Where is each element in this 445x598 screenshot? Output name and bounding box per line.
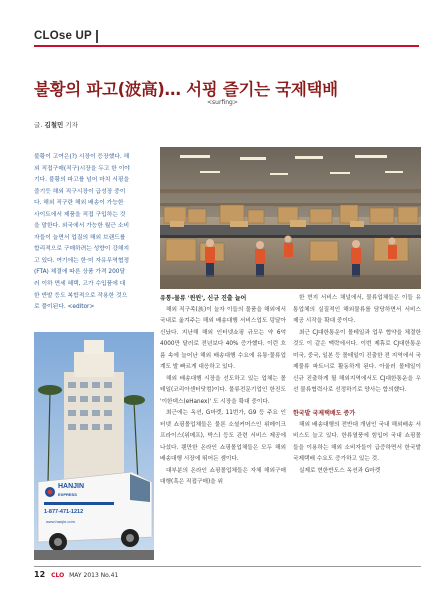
section-subhead: 유통-물류 '윈윈', 신규 진출 늘어 xyxy=(160,295,247,302)
warehouse-photo xyxy=(160,147,421,289)
body-paragraph: 실제로 현한반도스 옥션과 G마켓 xyxy=(299,467,381,474)
body-paragraph: 최근에는 옥션, G마켓, 11번가, G9 등 주요 인터넷 쇼핑몰업체들은 물론 소셜커머스인 위메이크프라이스(위메프), 박스) 등도 관련 서비스 제공에 나섰다. 웬만한 온라인 쇼핑몰업체들은 모두 해외 배송대행 시장에 뛰어든 셈이다. xyxy=(160,410,286,462)
lead-line: (FTA) 체결에 따른 상품 가격 200달 xyxy=(34,269,126,276)
body-column-middle xyxy=(160,293,286,489)
van-brand-label: HANJIN xyxy=(58,483,85,490)
lead-line: 한 반발 등도 복합적으로 작용한 것으 xyxy=(34,292,128,299)
header-strip xyxy=(0,0,445,22)
lead-line: 자들이 늘면서 업질의 해외 브랜드를 xyxy=(34,234,126,241)
article-title: 불황의 파고(波高)… 서핑 즐기는 국제택배 xyxy=(34,80,338,99)
lead-line: 합리적으로 구매하려는 성향이 강해지 xyxy=(34,246,130,253)
lead-line: 외 직접구매(직구)시장을 두고 한 이야 xyxy=(34,165,130,172)
lead-paragraph xyxy=(34,152,154,314)
footer-rule xyxy=(34,566,421,567)
body-paragraph: 해외 배송대행의 전반대 개념인 국내 해외배송 서비스도 늘고 있다. 한류열풍에 힘입어 국내 쇼핑몰들을 이용하는 해외 소비자들이 급증하면서 한국발 국제택배 수요도 증가하고 있는 것. xyxy=(293,421,421,462)
lead-line: 다. 해외 직구란 해외 배송이 가능한 xyxy=(34,200,124,207)
lead-line: 불황이 고여은(?) 시장이 등장했다. 해 xyxy=(34,154,130,160)
lead-line: 기다. 불황의 파고를 넘어 마치 서핑을 xyxy=(34,177,130,184)
body-paragraph: 한 현지 서비스 채널에서, 물류업체들은 이들 유통업체의 실질적인 해외물류를 담당하면서 서비스 제공 시작을 확대 중이다. xyxy=(293,295,421,324)
body-paragraph: 해외 직구족(族)이 늘자 이들의 물품을 해외에서 국내로 옮겨주는 해외 배송대행 서비스업도 덩달아 신났다. 지난해 해외 인터넷쇼핑 규모는 약 6억 4000만 달러로 전년보다 40% 증가했다. 이런 흐름 속에 늘어난 해외 배송대행 수요에 유통·물류업계도 발 빠르게 대응하고 있다. xyxy=(160,306,286,370)
lead-line: 즐기듯 해외 직구시장이 급성장 중이 xyxy=(34,188,126,195)
page-footer xyxy=(34,570,118,579)
lead-line: 로 풀이된다. <editor> xyxy=(34,304,95,311)
byline-prefix: 글. xyxy=(34,121,43,129)
section-label-divider xyxy=(96,30,98,43)
section-subhead: 한국발 국제택배도 증가 xyxy=(293,410,356,417)
van-web: www.hanjin.com xyxy=(46,519,75,524)
hanjin-van-photo xyxy=(34,332,154,560)
body-column-right xyxy=(293,293,421,477)
section-rule xyxy=(34,45,419,47)
body-paragraph: 최근 CJ대한통운이 몰테일과 업무 협약을 체결한 것도 이 같은 맥락에서다. 이번 제휴로 CJ대한통운 미국, 중국, 일본 등 몰테일이 진출한 전 지역에서 국제물류 파트너로 활동하게 된다. 아울러 몰테일이 신규 진출하게 될 해외지역에서도 CJ대한통운을 우선 물류협력사로 선정하기로 양사는 합의했다. xyxy=(293,329,421,393)
byline xyxy=(34,120,78,129)
column-gap xyxy=(293,397,421,409)
lead-line: 러 이하 면세 혜택, 고가 수입품에 대 xyxy=(34,281,126,288)
section-label: CLOse UP xyxy=(34,30,92,42)
magazine-name: CLO xyxy=(51,572,65,579)
article-title-annotation: <surfing> xyxy=(207,99,238,106)
page-number: 12 xyxy=(34,570,46,579)
lead-line: 고 있다. 여기에는 한·미 자유무역협정 xyxy=(34,257,130,264)
body-paragraph: 해외 배송대행 시장을 선도하고 있는 업체는 몰테일(코리아센터닷컴)이다. 물류전문기업인 한진도 '이한댁스(eHanex)' 도 시장을 확대 중이다. xyxy=(160,375,286,405)
lead-line: 을 말한다. 외국에서 가능한 월근 소비 xyxy=(34,223,130,230)
lead-line: 사이트에서 제품을 직접 구입하는 것 xyxy=(34,211,126,218)
body-paragraph: 대부분의 온라인 쇼핑몰업체들은 자체 해외구매대행(혹은 직접구매)을 위 xyxy=(160,467,286,485)
van-brand-sub: EXPRESS xyxy=(58,492,77,497)
van-phone: 1-877-471-1212 xyxy=(44,509,84,515)
issue-label: MAY 2013 No.41 xyxy=(69,572,119,579)
byline-suffix: 기자 xyxy=(65,121,78,129)
byline-author: 김철민 xyxy=(44,121,64,129)
